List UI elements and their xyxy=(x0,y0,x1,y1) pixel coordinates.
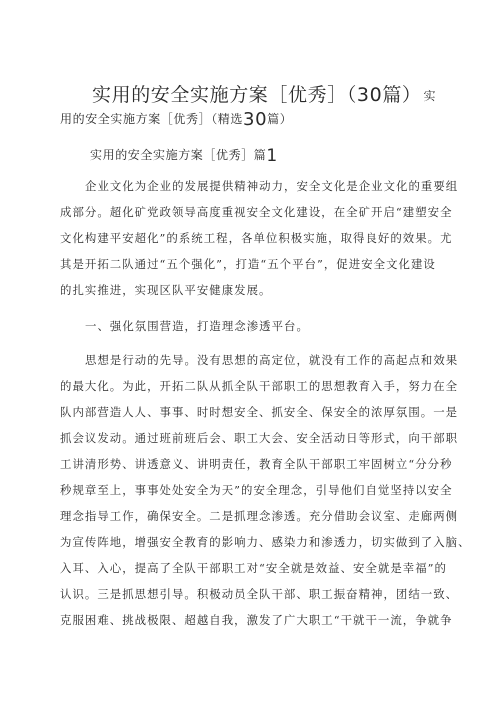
paragraph-line: 认识。三是抓思想引导。积极动员全队干部、职工振奋精神，团结一致、 xyxy=(60,587,459,601)
paragraph-line: 理念指导工作，确保安全。二是抓理念渗透。充分借助会议室、走廊两侧 xyxy=(60,509,459,523)
title-count-close: 篇） xyxy=(382,84,422,106)
paragraph-line: 的扎实推进，实现区队平安健康发展。 xyxy=(60,283,272,297)
title-main: 实用的安全实施方案［优秀］ xyxy=(92,84,347,106)
paragraph-line: 秒规章至上，事事处处安全为天”的安全理念，引导他们自觉坚持以安全 xyxy=(60,483,453,497)
section-heading-number: 1 xyxy=(266,146,278,166)
paragraph-line: 文化构建平安超化”的系统工程，各单位积极实施，取得良好的效果。尤 xyxy=(60,231,453,245)
paragraph-line: 思想是行动的先导。没有思想的高定位，就没有工作的高起点和效果 xyxy=(85,353,459,367)
subtitle-post: 篇） xyxy=(267,112,293,126)
paragraph-line: 队内部营造人人、事事、时时想安全、抓安全、保安全的浓厚氛围。一是 xyxy=(60,405,459,419)
title-count-open: （ xyxy=(346,84,357,106)
subtitle-number: 30 xyxy=(243,109,268,130)
paragraph-line: 企业文化为企业的发展提供精神动力，安全文化是企业文化的重要组 xyxy=(85,179,459,193)
heading-line: 一、强化氛围营造，打造理念渗透平台。 xyxy=(85,319,309,333)
paragraph-line: 的最大化。为此，开拓二队从抓全队干部职工的思想教育入手，努力在全 xyxy=(60,379,459,393)
paragraph-line: 其是开拓二队通过“五个强化”，打造“五个平台”，促进安全文化建设 xyxy=(60,257,436,271)
document-title xyxy=(92,83,472,108)
title-tail: 实 xyxy=(423,89,437,103)
paragraph-line: 为宣传阵地，增强安全教育的影响力、感染力和渗透力，切实做到了入脑、 xyxy=(60,535,471,549)
paragraph-line: 克服困难、挑战极限、超越自我，激发了广大职工“干就干一流，争就争 xyxy=(60,613,453,627)
document-subtitle xyxy=(60,110,440,129)
paragraph-line: 入耳、入心，提高了全队干部职工对“安全就是效益、安全就是幸福”的 xyxy=(60,561,447,575)
section-heading-text: 实用的安全实施方案［优秀］篇 xyxy=(90,148,267,162)
paragraph-line: 抓会议发动。通过班前班后会、职工大会、安全活动日等形式，向干部职 xyxy=(60,431,459,445)
section-heading xyxy=(90,146,278,165)
title-count-number: 30 xyxy=(356,84,383,106)
paragraph-line: 成部分。超化矿党政领导高度重视安全文化建设，在全矿开启“建塑安全 xyxy=(60,205,453,219)
paragraph-line: 工讲清形势、讲透意义、讲明责任，教育全队干部职工牢固树立“分分秒 xyxy=(60,457,453,471)
subtitle-pre: 用的安全实施方案［优秀］（精选 xyxy=(60,112,244,126)
